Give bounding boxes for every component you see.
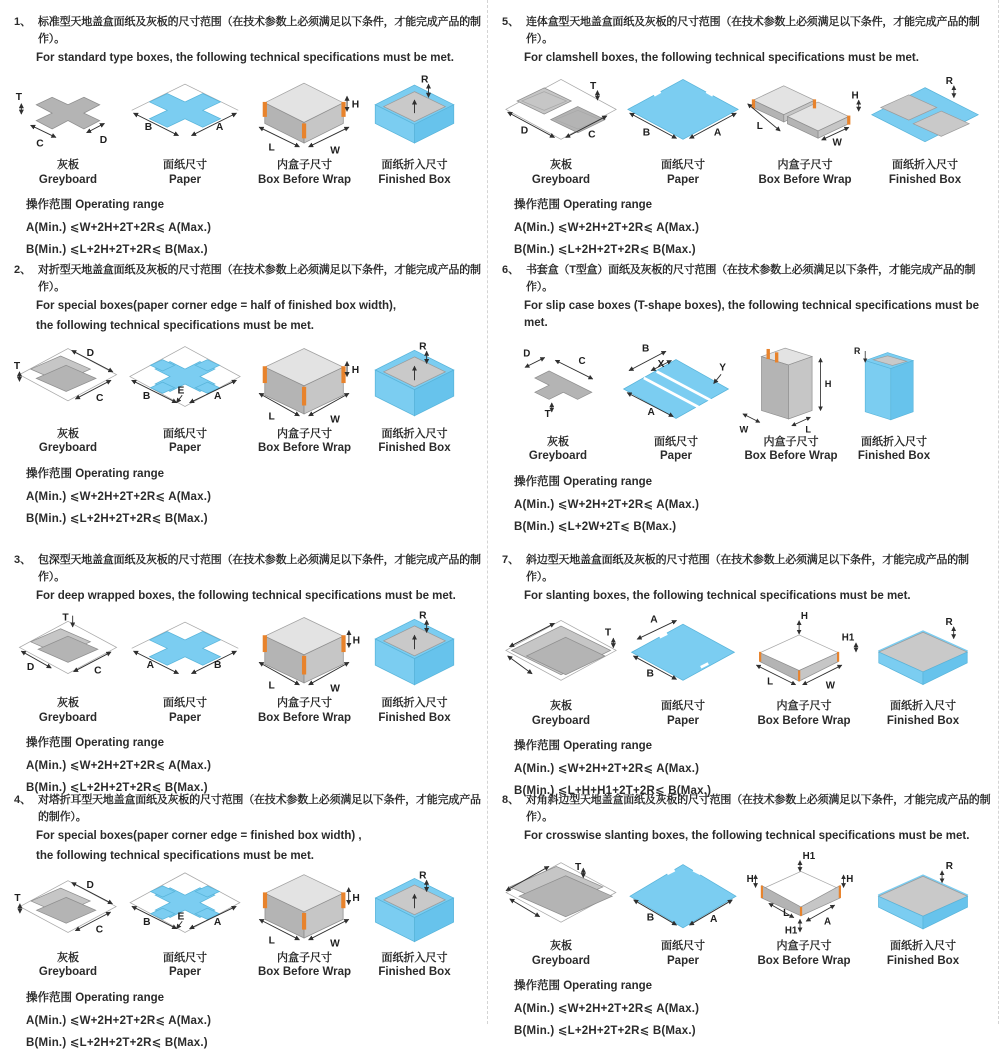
svg-text:B: B [641,342,650,354]
section-4 [10,788,487,1049]
section-5-number: 5、 [502,16,520,28]
caption-cn: 面纸折入尺寸 [381,951,448,964]
operating-range-label: 操作范围 Operating range [514,980,653,993]
caption-en: Finished Box [378,173,451,186]
section-4-title-row [12,792,483,825]
paper-diagram [124,871,246,980]
svg-text:C: C [96,392,104,404]
caption-en: Finished Box [857,449,931,462]
svg-text:W: W [330,683,340,695]
finished-box-diagram [864,616,982,728]
section-6-subtitle: For slip case boxes (T-shape boxes), the following technical specifications must be met. [524,300,979,330]
section-3-subtitle: For deep wrapped boxes, the following technical specifications must be met. [36,590,456,602]
caption-cn: 灰板 [57,951,79,964]
svg-text:H: H [351,99,360,111]
finished-box-diagram [864,859,982,968]
svg-text:L: L [756,121,763,133]
caption-en: Finished Box [378,441,451,454]
caption-cn: 内盒子尺寸 [777,159,833,172]
svg-text:D: D [86,347,95,359]
section-4-subtitle-2: the following technical specifications must be met. [36,850,314,863]
svg-text:W: W [832,137,842,149]
section-4-subtitle: For special boxes(paper corner edge = finished box width) , [36,830,362,842]
caption-en: Finished Box [886,714,960,727]
svg-text:C: C [94,665,102,677]
svg-text:A: A [824,916,832,928]
section-1-subtitle: For standard type boxes, the following technical specifications must be met. [36,52,454,64]
section-2-subtitle-2: the following technical specifications must be met. [36,320,314,333]
paper-diagram [124,341,246,456]
formula-a: A(Min.) ⩽W+2H+2T+2R⩽ A(Max.) [514,1003,700,1016]
caption-en: Box Before Wrap [257,173,352,186]
svg-text:D: D [26,662,35,674]
greyboard-diagram [12,610,124,725]
svg-text:W: W [330,937,340,949]
svg-text:L: L [268,142,275,154]
caption-en: Paper [169,173,201,186]
caption-en: Finished Box [888,173,962,186]
svg-text:A: A [213,916,222,928]
formula-a: A(Min.) ⩽W+2H+2T+2R⩽ A(Max.) [26,1014,212,1027]
greyboard-diagram [500,859,622,968]
formula-a: A(Min.) ⩽W+2H+2T+2R⩽ A(Max.) [26,490,212,503]
section-5-diagram-row [500,72,994,187]
caption-cn: 面纸尺寸 [661,940,705,953]
svg-text:R: R [421,74,429,86]
svg-text:D: D [86,879,94,891]
caption-en: Greyboard [531,173,591,186]
section-6-title: 书套盒（T型盒）面纸及灰板的尺寸范围（在技术参数上必须满足以下条件，才能完成产品的制作）。 [526,264,976,293]
svg-text:L: L [783,908,790,920]
section-3-number: 3、 [14,554,32,566]
caption-cn: 灰板 [547,435,569,448]
caption-cn: 内盒子尺寸 [277,697,332,710]
section-2-number: 2、 [14,264,32,276]
operating-range-label: 操作范围 Operating range [514,740,653,753]
caption-en: Paper [660,449,692,462]
caption-cn: 面纸尺寸 [661,700,705,713]
caption-en: Box Before Wrap [757,714,851,727]
operating-range-label: 操作范围 Operating range [514,199,653,212]
caption-cn: 内盒子尺寸 [277,159,332,172]
svg-text:H: H [352,892,360,904]
greyboard-diagram [500,346,616,464]
box-before-wrap-diagram [736,338,846,464]
caption-cn: 内盒子尺寸 [763,435,819,448]
caption-cn: 面纸折入尺寸 [381,427,448,440]
caption-cn: 面纸尺寸 [661,159,705,172]
caption-cn: 灰板 [550,940,572,953]
svg-text:X: X [657,358,665,370]
svg-text:E: E [177,384,185,396]
formula-a: A(Min.) ⩽W+2H+2T+2R⩽ A(Max.) [26,222,212,235]
finished-box-diagram [846,343,942,464]
box-before-wrap-diagram [744,610,864,728]
svg-text:H: H [351,364,360,376]
operating-range-label: 操作范围 Operating range [26,467,165,480]
caption-cn: 面纸折入尺寸 [381,159,448,172]
svg-text:R: R [419,340,427,352]
section-2-subtitle: For special boxes(paper corner edge = half of finished box width), [36,300,397,312]
section-5 [498,10,998,258]
svg-text:E: E [177,910,185,922]
svg-text:H1: H1 [784,925,798,937]
svg-text:T: T [14,892,21,904]
paper-diagram [622,859,744,968]
operating-range-label: 操作范围 Operating range [26,199,165,212]
svg-text:T: T [15,92,22,104]
svg-text:C: C [588,129,596,141]
svg-text:H: H [746,874,754,886]
svg-text:H1: H1 [802,851,816,863]
svg-text:W: W [330,145,340,157]
section-7-diagram-row [500,610,994,728]
caption-en: Finished Box [378,965,451,978]
formula-b: B(Min.) ⩽L+2H+2T+2R⩽ B(Max.) [514,1025,696,1038]
svg-text:W: W [739,423,749,434]
svg-text:H: H [846,874,854,886]
greyboard-diagram [500,613,622,728]
svg-text:R: R [419,610,427,622]
box-before-wrap-diagram [246,72,363,187]
svg-text:B: B [213,660,222,672]
paper-diagram [124,72,246,187]
caption-en: Greyboard [528,449,588,462]
svg-text:D: D [520,125,529,137]
caption-en: Paper [667,714,699,727]
caption-en: Finished Box [378,711,451,724]
caption-cn: 面纸折入尺寸 [890,940,956,953]
section-4-title: 对塔折耳型天地盖盒面纸及灰板的尺寸范围（在技术参数上必须满足以下条件，才能完成产品的制作）。 [38,794,481,823]
caption-en: Finished Box [886,954,960,967]
paper-diagram [622,613,744,728]
section-3-title: 包深型天地盖盒面纸及灰板的尺寸范围（在技术参数上必须满足以下条件，才能完成产品的制作）。 [38,554,481,583]
svg-text:R: R [945,617,953,629]
formula-b: B(Min.) ⩽L+2H+2T+2R⩽ B(Max.) [26,244,208,257]
section-8-subtitle: For crosswise slanting boxes, the following technical specifications must be met. [524,830,970,842]
section-7 [498,548,998,798]
section-6-number: 6、 [502,264,520,276]
finished-box-diagram [866,75,984,187]
svg-text:A: A [709,914,718,926]
finished-box-diagram [363,72,466,187]
svg-text:B: B [642,127,651,139]
svg-text:D: D [99,135,108,147]
operating-range-label: 操作范围 Operating range [26,737,165,750]
caption-en: Greyboard [531,954,591,967]
svg-text:B: B [144,122,153,134]
left-column [0,0,488,1049]
svg-text:A: A [650,614,658,626]
svg-text:C: C [36,138,44,150]
section-1-title: 标准型天地盖盒面纸及灰板的尺寸范围（在技术参数上必须满足以下条件，才能完成产品的制作）。 [38,16,481,45]
caption-cn: 面纸尺寸 [163,427,207,440]
caption-cn: 面纸折入尺寸 [890,700,956,713]
svg-text:Y: Y [719,362,726,374]
box-before-wrap-diagram [246,341,363,456]
operating-range-label: 操作范围 Operating range [514,475,653,488]
section-5-subtitle: For clamshell boxes, the following technical specifications must be met. [524,52,919,64]
caption-cn: 面纸折入尺寸 [892,159,958,172]
section-6 [498,258,998,548]
section-8-diagram-row [500,850,994,968]
section-3-title-row [12,552,483,585]
svg-text:A: A [213,390,222,402]
svg-text:C: C [95,924,104,935]
section-2-diagram-row [12,341,483,456]
svg-text:L: L [805,423,812,434]
box-before-wrap-diagram [744,75,866,187]
svg-text:H: H [352,635,361,647]
caption-cn: 内盒子尺寸 [277,951,332,964]
svg-text:L: L [268,411,275,423]
paper-diagram [124,610,246,725]
operating-range-label: 操作范围 Operating range [26,991,165,1004]
box-before-wrap-diagram [246,610,363,725]
formula-b: B(Min.) ⩽L+H+H1+2T+2R⩽ B(Max.) [514,785,712,798]
svg-text:R: R [945,76,953,88]
section-6-title-row [500,262,994,295]
finished-box-diagram [363,341,466,456]
svg-text:T: T [589,81,597,93]
section-5-title: 连体盒型天地盖盒面纸及灰板的尺寸范围（在技术参数上必须满足以下条件，才能完成产品的制作）。 [526,16,980,45]
section-1-title-row [12,14,483,47]
formula-b: B(Min.) ⩽L+2H+2T+2R⩽ B(Max.) [26,782,208,795]
svg-text:D: D [523,348,531,360]
formula-b: B(Min.) ⩽L+2H+2T+2R⩽ B(Max.) [26,1036,208,1049]
section-4-number: 4、 [14,794,32,806]
svg-text:L: L [268,935,275,947]
caption-en: Paper [169,711,201,724]
section-7-title: 斜边型天地盖盒面纸及灰板的尺寸范围（在技术参数上必须满足以下条件，才能完成产品的制作）。 [526,554,969,583]
caption-cn: 面纸尺寸 [654,435,698,448]
caption-en: Paper [667,954,699,967]
caption-en: Box Before Wrap [257,441,352,454]
greyboard-diagram [500,72,622,187]
finished-box-diagram [363,871,466,980]
section-3 [10,548,487,795]
section-5-title-row [500,14,994,47]
svg-text:R: R [419,869,427,881]
greyboard-diagram [12,877,124,980]
svg-text:H: H [851,90,859,102]
svg-text:R: R [854,345,861,356]
caption-cn: 内盒子尺寸 [776,940,832,953]
formula-b: B(Min.) ⩽L+2H+2T+2R⩽ B(Max.) [26,512,208,525]
section-7-title-row [500,552,994,585]
formula-a: A(Min.) ⩽W+2H+2T+2R⩽ A(Max.) [514,498,700,511]
section-8-title-row [500,792,994,825]
svg-text:T: T [62,612,69,624]
paper-diagram [622,72,744,187]
caption-en: Paper [169,965,201,978]
box-before-wrap-diagram [246,871,363,980]
caption-cn: 灰板 [57,159,79,172]
svg-text:H: H [800,611,808,623]
finished-box-diagram [363,610,466,725]
section-1-number: 1、 [14,16,32,28]
svg-text:L: L [767,676,774,688]
svg-text:A: A [647,406,655,418]
svg-text:A: A [215,122,224,134]
svg-text:W: W [825,680,835,692]
greyboard-diagram [12,72,124,187]
formula-a: A(Min.) ⩽W+2H+2T+2R⩽ A(Max.) [26,760,212,773]
caption-en: Greyboard [38,965,98,978]
caption-en: Paper [169,441,201,454]
section-7-number: 7、 [502,554,520,566]
caption-cn: 内盒子尺寸 [277,427,332,440]
right-column [488,0,999,1038]
svg-text:T: T [544,408,551,420]
caption-en: Greyboard [38,711,98,724]
caption-cn: 面纸尺寸 [163,159,207,172]
paper-diagram [616,343,736,464]
caption-en: Box Before Wrap [744,449,838,462]
section-2-title-row [12,262,483,295]
greyboard-diagram [12,341,124,456]
svg-text:A: A [713,127,722,139]
caption-en: Paper [667,173,699,186]
caption-cn: 灰板 [550,159,572,172]
caption-cn: 面纸尺寸 [163,697,207,710]
section-8-number: 8、 [502,794,520,806]
svg-text:H: H [824,378,832,389]
svg-text:T: T [604,627,612,639]
caption-cn: 灰板 [550,700,572,713]
svg-text:L: L [268,680,275,692]
svg-text:B: B [646,912,655,924]
svg-text:H1: H1 [841,632,855,644]
caption-en: Greyboard [531,714,591,727]
formula-b: B(Min.) ⩽L+2H+2T+2R⩽ B(Max.) [514,244,696,257]
svg-text:C: C [578,355,586,367]
section-2-title: 对折型天地盖盒面纸及灰板的尺寸范围（在技术参数上必须满足以下条件，才能完成产品的制作）。 [38,264,481,293]
section-8-title: 对角斜边型天地盖盒面纸及灰板的尺寸范围（在技术参数上必须满足以下条件，才能完成产品的制作）。 [526,794,991,823]
section-1-diagram-row [12,72,483,187]
caption-en: Box Before Wrap [757,954,851,967]
caption-cn: 灰板 [57,697,79,710]
formula-a: A(Min.) ⩽W+2H+2T+2R⩽ A(Max.) [514,222,700,235]
caption-en: Box Before Wrap [257,965,352,978]
svg-text:B: B [646,668,654,680]
caption-cn: 灰板 [57,427,79,440]
caption-en: Box Before Wrap [758,173,852,186]
caption-en: Box Before Wrap [257,711,352,724]
svg-text:R: R [945,861,953,873]
section-6-diagram-row [500,338,994,464]
caption-cn: 面纸折入尺寸 [861,435,927,448]
caption-en: Greyboard [38,441,98,454]
section-1 [10,10,487,258]
caption-cn: 面纸折入尺寸 [381,697,448,710]
svg-text:B: B [143,916,151,928]
section-4-diagram-row [12,871,483,980]
svg-text:T: T [13,360,21,372]
svg-text:A: A [146,660,155,672]
box-before-wrap-diagram [744,850,864,968]
section-8 [498,788,998,1038]
formula-b: B(Min.) ⩽L+2W+2T⩽ B(Max.) [514,520,677,533]
svg-text:B: B [142,390,151,402]
caption-cn: 内盒子尺寸 [776,700,832,713]
section-7-subtitle: For slanting boxes, the following technical specifications must be met. [524,590,911,602]
caption-cn: 面纸尺寸 [163,951,207,964]
section-3-diagram-row [12,610,483,725]
caption-en: Greyboard [38,173,98,186]
svg-text:T: T [574,862,582,874]
svg-text:W: W [330,413,340,425]
formula-a: A(Min.) ⩽W+2H+2T+2R⩽ A(Max.) [514,763,700,776]
section-2 [10,258,487,548]
